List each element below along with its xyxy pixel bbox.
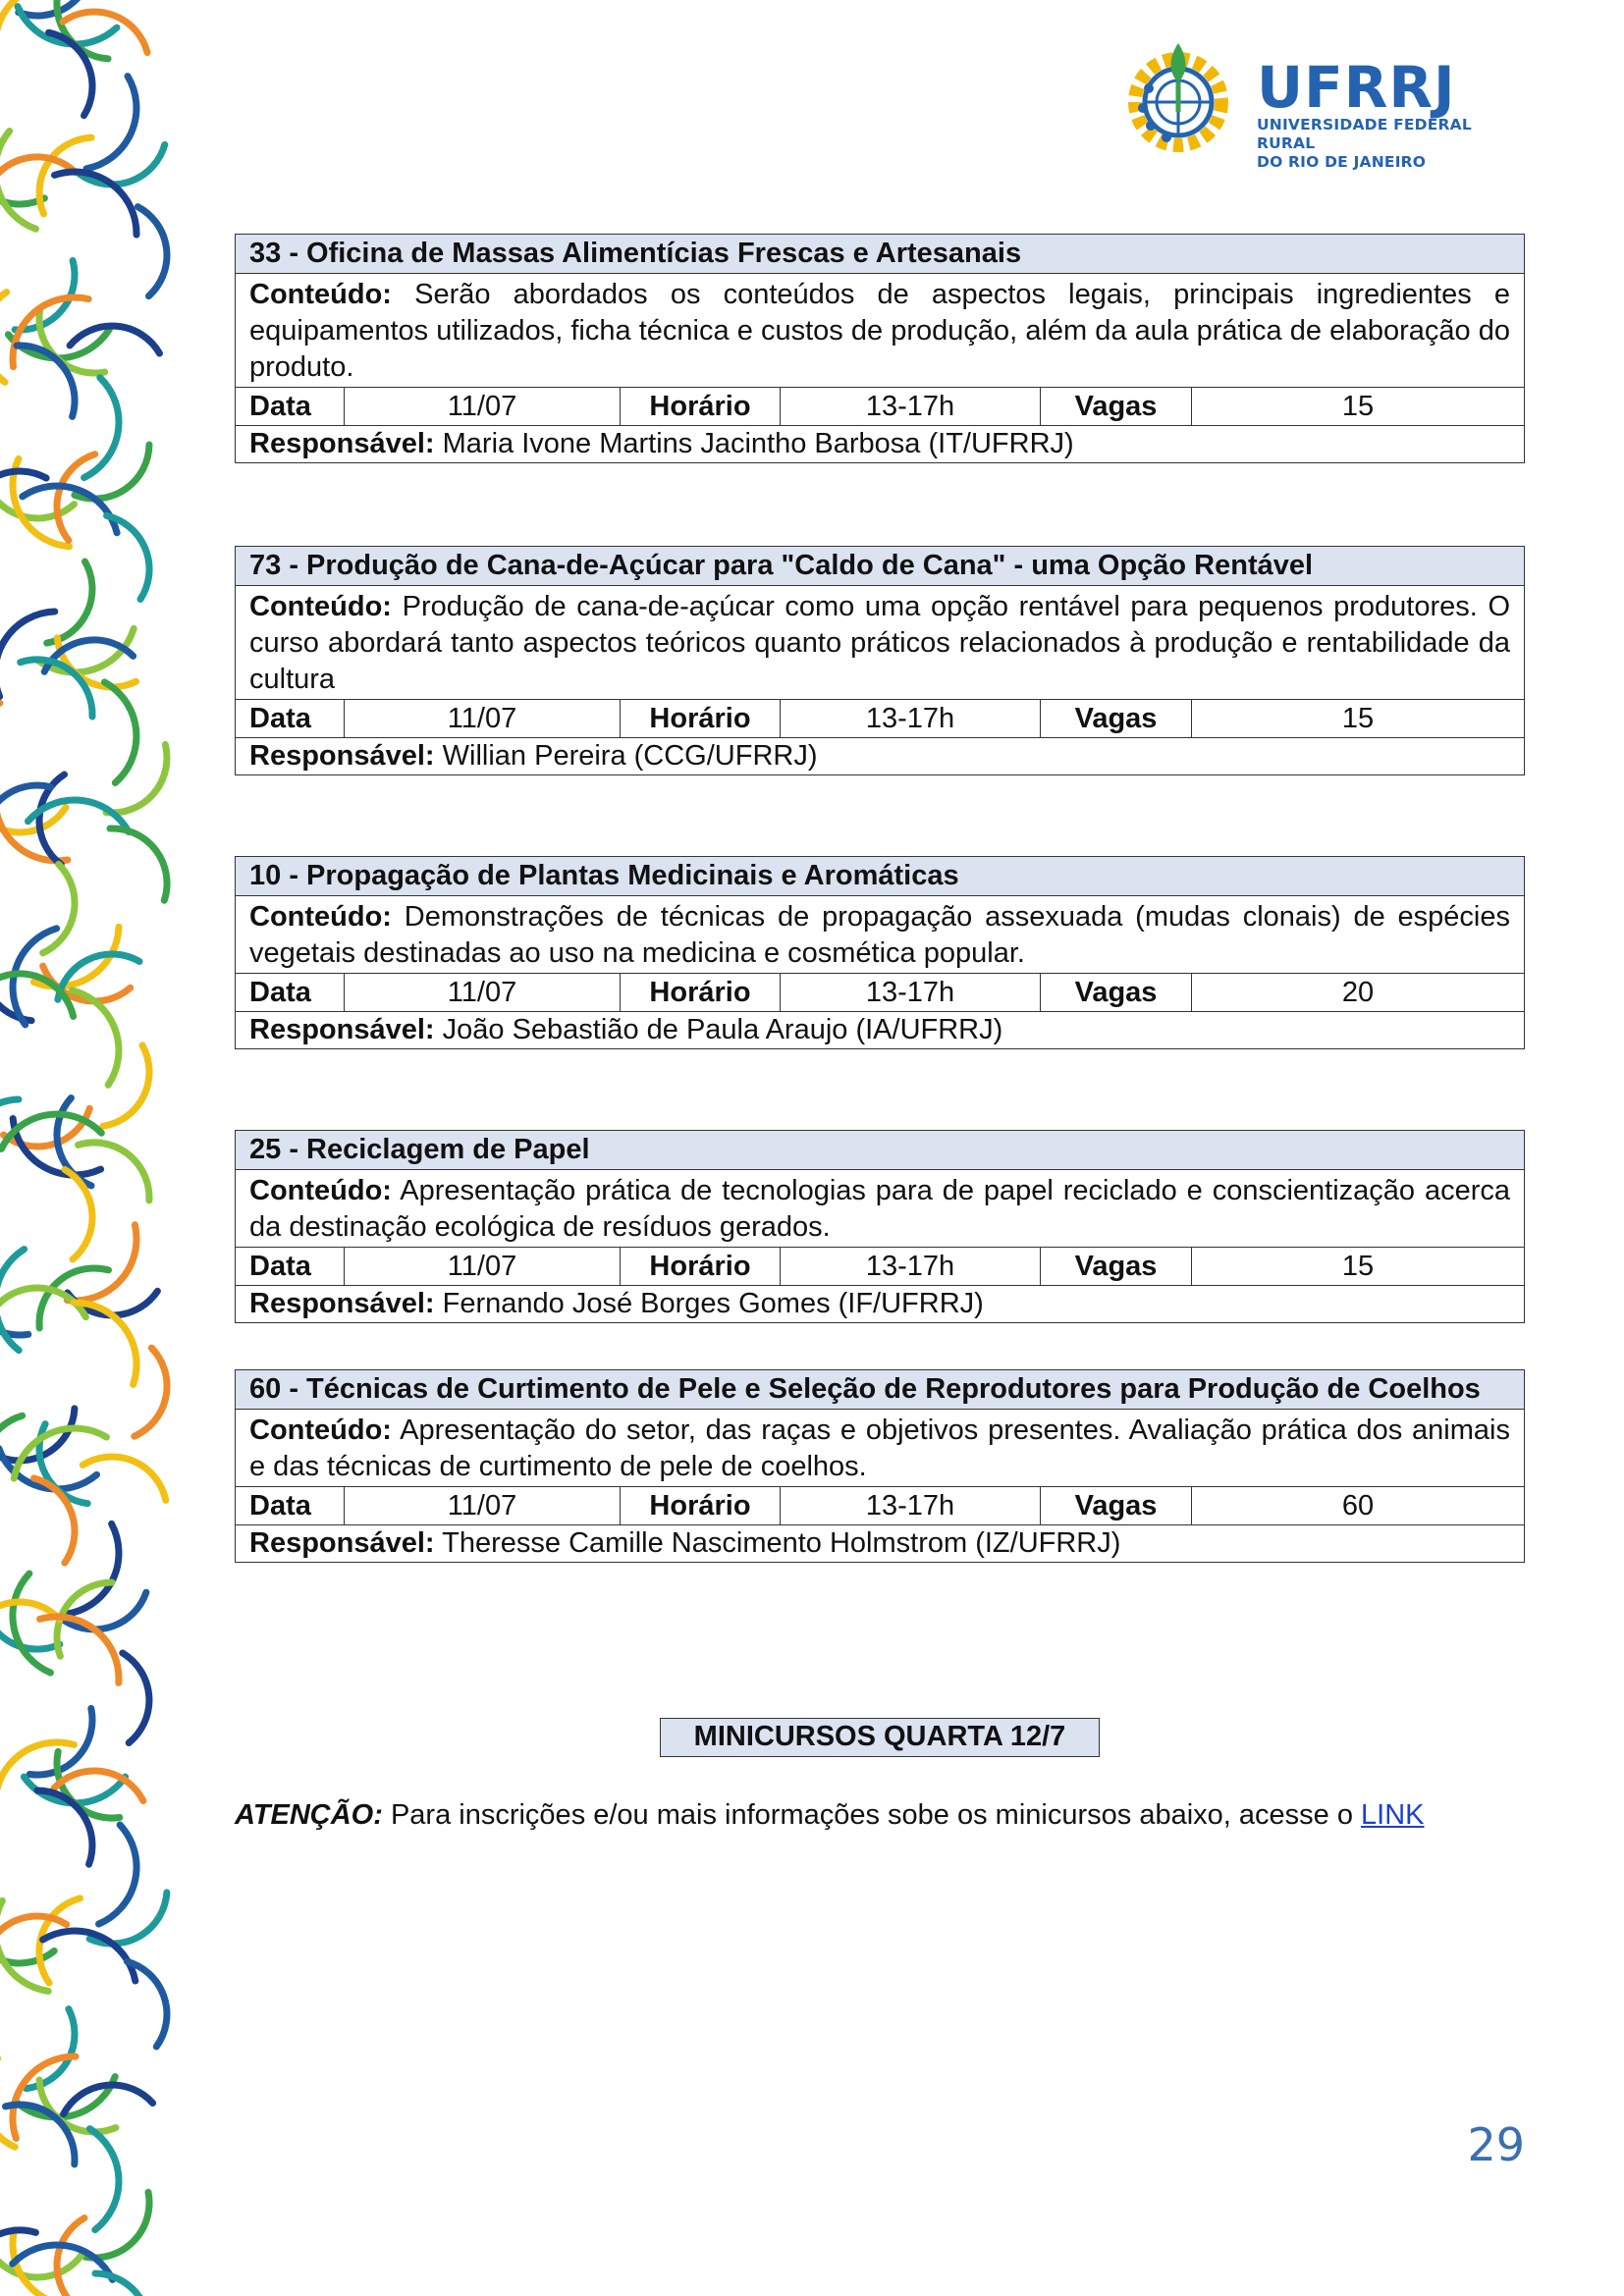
time-value: 13-17h	[781, 388, 1041, 425]
leaf-arc	[14, 1428, 106, 1478]
page-number: 29	[1467, 2118, 1525, 2171]
date-label: Data	[236, 388, 345, 425]
responsible-name: João Sebastião de Paula Araujo (IA/UFRRJ)	[442, 1014, 1003, 1045]
course-block	[235, 234, 1525, 463]
content-text: Produção de cana-de-açúcar como uma opção rentável para pequenos produtores. O curso abordará tanto aspectos teóricos quanto práticos relacionados à produção e rentabilidade da cultura	[249, 591, 1510, 695]
course-content	[236, 1410, 1524, 1487]
leaf-arc	[37, 628, 134, 672]
leaf-arc	[0, 612, 55, 697]
leaf-arc	[99, 1825, 136, 1924]
leaf-arc	[84, 378, 119, 478]
date-value: 11/07	[345, 700, 621, 737]
responsible-name: Maria Ivone Martins Jacintho Barbosa (IT/UFRRJ)	[442, 428, 1074, 459]
course-block	[235, 1130, 1525, 1323]
seats-label: Vagas	[1041, 700, 1192, 737]
date-value: 11/07	[345, 974, 621, 1011]
course-title: 25 - Reciclagem de Papel	[236, 1131, 1524, 1170]
time-label: Horário	[621, 388, 781, 425]
date-value: 11/07	[345, 388, 621, 425]
responsible-name: Willian Pereira (CCG/UFRRJ)	[442, 740, 818, 772]
leaf-arc	[137, 207, 167, 296]
date-label: Data	[236, 700, 345, 737]
course-content	[236, 586, 1524, 700]
leaf-arc	[105, 682, 136, 783]
seats-label: Vagas	[1041, 388, 1192, 425]
attention-text: Para inscrições e/ou mais informações sobe os minicursos abaixo, acesse o	[382, 1799, 1362, 1831]
time-value: 13-17h	[781, 700, 1041, 737]
leaf-arc	[0, 132, 36, 230]
leaf-arc	[47, 561, 92, 643]
leaf-arc	[89, 2129, 119, 2230]
seats-label: Vagas	[1041, 974, 1192, 1011]
date-value: 11/07	[345, 1487, 621, 1524]
responsible-label: Responsável:	[249, 428, 435, 459]
ufrrj-logo	[1110, 22, 1522, 169]
logo-line-2: DO RIO DE JANEIRO	[1257, 153, 1427, 171]
seats-value: 15	[1341, 1251, 1375, 1282]
content-text: Serão abordados os conteúdos de aspectos legais, principais ingredientes e equipamentos utilizados, ficha técnica e custos de produção, além da aula prática de elaboração do produto.	[249, 279, 1510, 383]
content-text: Apresentação prática de tecnologias para de papel reciclado e conscientização acerca da destinação ecológica de resíduos gerados.	[249, 1175, 1510, 1243]
seats-value: 20	[1341, 977, 1375, 1008]
course-title: 33 - Oficina de Massas Alimentícias Frescas e Artesanais	[236, 235, 1524, 274]
course-block	[235, 1369, 1525, 1563]
content-label: Conteúdo:	[249, 1415, 392, 1446]
date-value: 11/07	[345, 1248, 621, 1285]
time-value: 13-17h	[781, 974, 1041, 1011]
time-label: Horário	[621, 700, 781, 737]
content-label: Conteúdo:	[249, 279, 392, 310]
course-responsible	[236, 1012, 1524, 1048]
time-label: Horário	[621, 1487, 781, 1524]
seats-label: Vagas	[1041, 1487, 1192, 1524]
attention-note	[235, 1796, 1525, 1834]
course-info-row	[236, 388, 1524, 426]
leaf-arc	[67, 1225, 136, 1301]
course-content	[236, 1170, 1524, 1248]
leaf-arc	[57, 1751, 120, 1818]
leaf-arc	[72, 990, 119, 1085]
content-label: Conteúdo:	[249, 591, 392, 622]
leaf-arc	[43, 864, 75, 952]
responsible-label: Responsável:	[249, 740, 435, 772]
time-value: 13-17h	[781, 1487, 1041, 1524]
date-label: Data	[236, 974, 345, 1011]
logo-line-1: UNIVERSIDADE FEDERAL RURAL	[1257, 116, 1472, 152]
section-heading: MINICURSOS QUARTA 12/7	[660, 1718, 1100, 1757]
attention-label: ATENÇÃO:	[235, 1799, 383, 1831]
course-info-row	[236, 1487, 1524, 1525]
content-text: Apresentação do setor, das raças e objetivos presentes. Avaliação prática dos animais e das técnicas de curtimento de pele de coelhos.	[249, 1415, 1510, 1482]
course-block	[235, 856, 1525, 1049]
course-title: 60 - Técnicas de Curtimento de Pele e Seleção de Reprodutores para Produção de Coelhos	[236, 1370, 1524, 1410]
seats-value: 60	[1341, 1490, 1375, 1522]
course-responsible	[236, 426, 1524, 462]
content-label: Conteúdo:	[249, 901, 392, 933]
time-label: Horário	[621, 1248, 781, 1285]
course-responsible	[236, 1525, 1524, 1562]
seats-value: 15	[1341, 391, 1375, 422]
logo-name: UFRRJ	[1257, 54, 1456, 121]
content-text: Demonstrações de técnicas de propagação assexuada (mudas clonais) de espécies vegetais destinadas ao uso na medicina e cosmética popular.	[249, 901, 1510, 969]
date-label: Data	[236, 1248, 345, 1285]
ufrrj-gear-logo-icon	[1110, 22, 1247, 169]
leaf-arc	[13, 1574, 50, 1673]
time-value: 13-17h	[781, 1248, 1041, 1285]
course-title: 10 - Propagação de Plantas Medicinais e Aromáticas	[236, 857, 1524, 896]
course-title: 73 - Produção de Cana-de-Açúcar para "Caldo de Cana" - uma Opção Rentável	[236, 547, 1524, 586]
date-label: Data	[236, 1487, 345, 1524]
course-info-row	[236, 700, 1524, 738]
leaf-arc	[95, 2273, 149, 2296]
registration-link[interactable]: LINK	[1361, 1799, 1425, 1831]
leaf-arc	[110, 828, 167, 900]
leaf-arc	[123, 1653, 149, 1743]
course-block	[235, 546, 1525, 775]
responsible-name: Fernando José Borges Gomes (IF/UFRRJ)	[442, 1288, 984, 1319]
course-info-row	[236, 1248, 1524, 1286]
course-info-row	[236, 974, 1524, 1012]
responsible-label: Responsável:	[249, 1014, 435, 1045]
responsible-label: Responsável:	[249, 1527, 435, 1559]
seats-label: Vagas	[1041, 1248, 1192, 1285]
course-responsible	[236, 1286, 1524, 1322]
course-content	[236, 896, 1524, 974]
course-content	[236, 274, 1524, 388]
course-responsible	[236, 738, 1524, 774]
leaf-arc	[0, 293, 7, 383]
time-label: Horário	[621, 974, 781, 1011]
responsible-name: Theresse Camille Nascimento Holmstrom (IZ/UFRRJ)	[442, 1527, 1121, 1559]
leaf-pattern-border-icon	[0, 0, 196, 2296]
seats-value: 15	[1341, 703, 1375, 734]
responsible-label: Responsável:	[249, 1288, 435, 1319]
content-label: Conteúdo:	[249, 1175, 392, 1206]
